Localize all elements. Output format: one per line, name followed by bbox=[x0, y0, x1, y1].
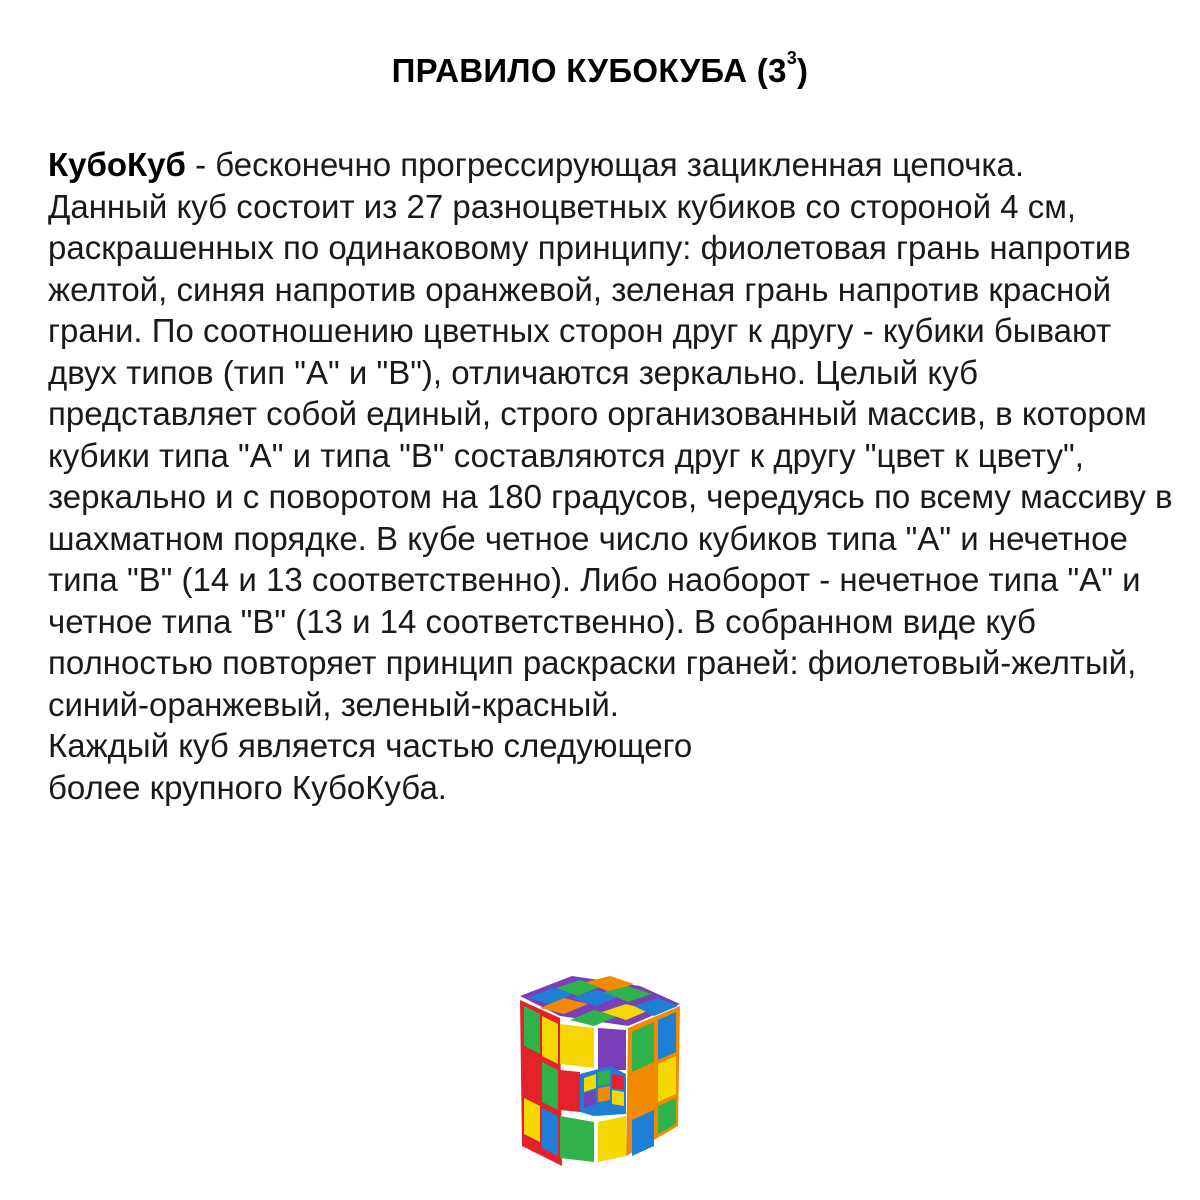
body-text bbox=[48, 144, 1178, 808]
title-close: ) bbox=[797, 52, 809, 89]
closing-line-1: Каждый куб является частью следующего bbox=[48, 727, 693, 764]
title-superscript: 3 bbox=[786, 48, 798, 68]
title-text: ПРАВИЛО КУБОКУБА (3 bbox=[391, 52, 787, 89]
intro-term: КубоКуб bbox=[48, 146, 186, 183]
intro-rest: - бесконечно прогрессирующая зацикленная цепочка. bbox=[185, 146, 1025, 183]
cubocube-illustration-icon bbox=[510, 966, 690, 1176]
nested-small-cube bbox=[580, 1066, 626, 1116]
closing-line-2: более крупного КубоКуба. bbox=[48, 768, 447, 806]
intro-paragraph bbox=[48, 144, 1178, 186]
page-title bbox=[0, 48, 1200, 90]
description-paragraph: Данный куб состоит из 27 разноцветных кубиков со стороной 4 см, раскрашенных по одинаковому принципу: фиолетовая грань напротив желтой, синяя напротив оранжевой, зеленая грань напротив красной грани. По соотношению цветных сторон друг к другу - кубики бывают двух типов (тип "А" и "В"), отличаются зеркально. Целый куб представляет собой единый, строго организованный массив, в котором кубики типа "А" и типа "В" составляются друг к другу "цвет к цвету", зеркально и с поворотом на 180 градусов, чередуясь по всему массиву в шахматном порядке. В кубе четное число кубиков типа "А" и нечетное типа "В" (14 и 13 соответственно). Либо наоборот - нечетное типа "А" и четное типа "В" (13 и 14 соответственно). В собранном виде куб полностью повторяет принцип раскраски граней: фиолетовый-желтый, синий-оранжевый, зеленый-красный. bbox=[48, 187, 1173, 723]
